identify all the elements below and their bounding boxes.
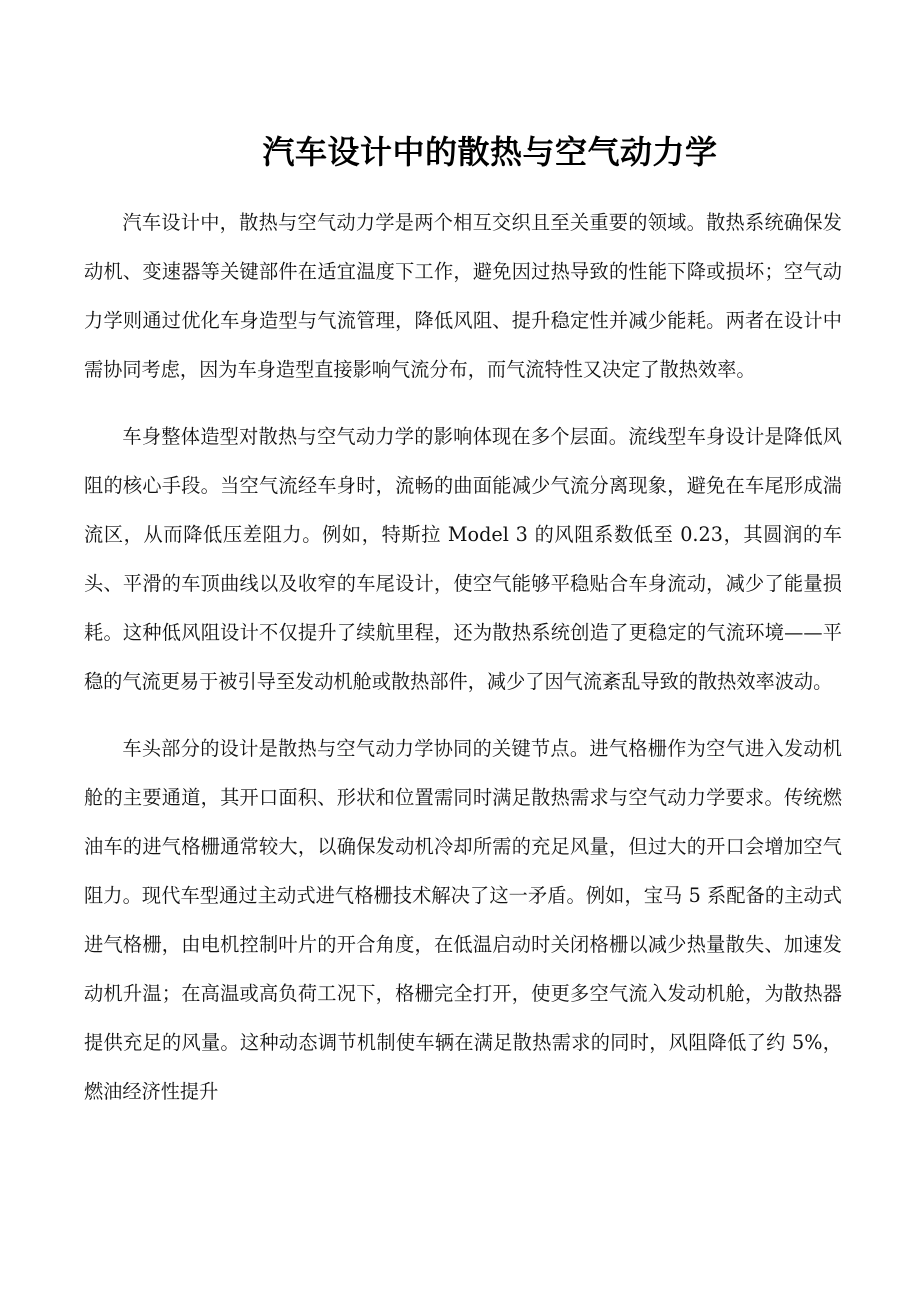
paragraph-body-shape: 车身整体造型对散热与空气动力学的影响体现在多个层面。流线型车身设计是降低风阻的核心手段。当空气流经车身时，流畅的曲面能减少气流分离现象，避免在车尾形成湍流区，从而降低压差阻力。例如，特斯拉 Model 3 的风阻系数低至 0.23，其圆润的车头、平滑的车顶曲线以及收窄的车尾设计，使空气能够平稳贴合车身流动，减少了能量损耗。这种低风阻设计不仅提升了续航里程，还为散热系统创造了更稳定的气流环境——平稳的气流更易于被引导至发动机舱或散热部件，减少了因气流紊乱导致的散热效率波动。 <box>84 425 842 693</box>
document-body <box>84 198 842 1134</box>
paragraph-intro: 汽车设计中，散热与空气动力学是两个相互交织且至关重要的领域。散热系统确保发动机、变速器等关键部件在适宜温度下工作，避免因过热导致的性能下降或损坏；空气动力学则通过优化车身造型与气流管理，降低风阻、提升稳定性并减少能耗。两者在设计中需协同考虑，因为车身造型直接影响气流分布，而气流特性又决定了散热效率。 <box>84 211 842 381</box>
paragraph-front-grille: 车头部分的设计是散热与空气动力学协同的关键节点。进气格栅作为空气进入发动机舱的主要通道，其开口面积、形状和位置需同时满足散热需求与空气动力学要求。传统燃油车的进气格栅通常较大，以确保发动机冷却所需的充足风量，但过大的开口会增加空气阻力。现代车型通过主动式进气格栅技术解决了这一矛盾。例如，宝马 5 系配备的主动式进气格栅，由电机控制叶片的开合角度，在低温启动时关闭格栅以减少热量散失、加速发动机升温；在高温或高负荷工况下，格栅完全打开，使更多空气流入发动机舱，为散热器提供充足的风量。这种动态调节机制使车辆在满足散热需求的同时，风阻降低了约 5%，燃油经济性提升 <box>84 737 842 1103</box>
document-title: 汽车设计中的散热与空气动力学 <box>262 133 718 171</box>
